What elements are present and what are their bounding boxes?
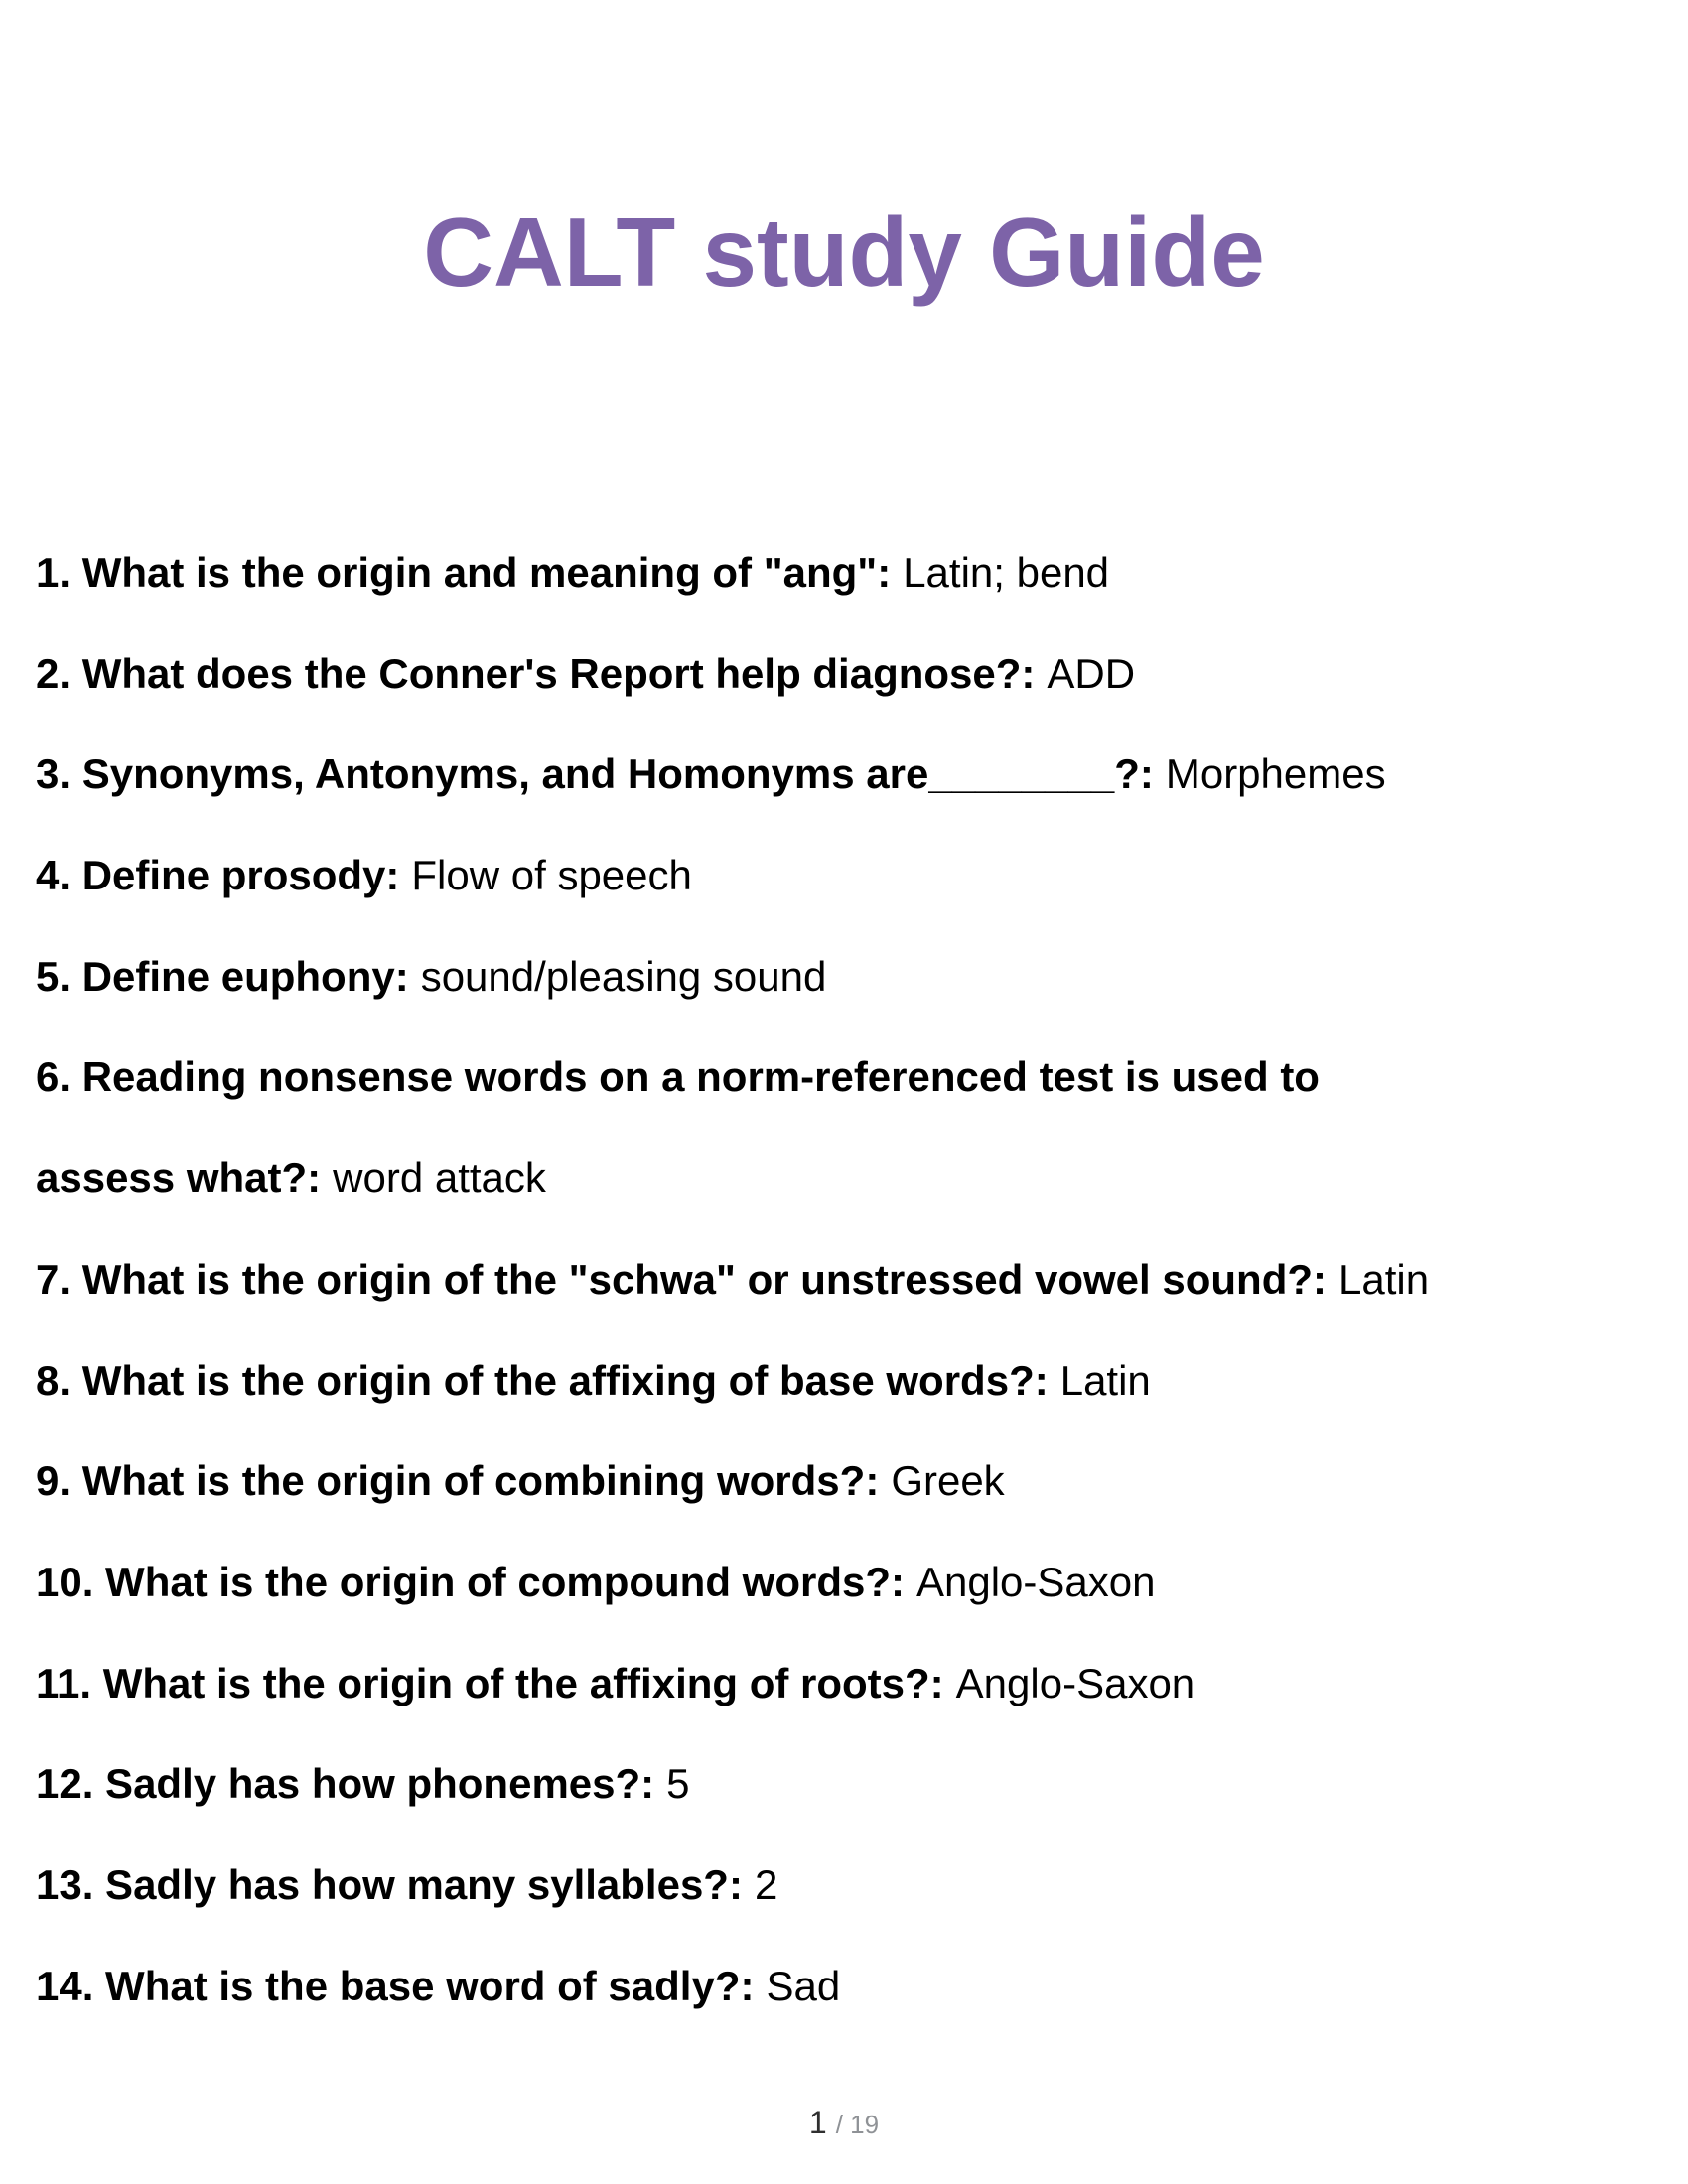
question-row [36, 1431, 1688, 1532]
question-text: 10. What is the origin of compound words?: [36, 1558, 905, 1605]
answer-text: Latin; bend [903, 549, 1110, 596]
answer-text: Flow of speech [411, 852, 692, 899]
page-footer [0, 2107, 1688, 2138]
answer-text: sound/pleasing sound [420, 952, 827, 1000]
page-number-total: / 19 [835, 2110, 880, 2139]
question-row [36, 1532, 1688, 1633]
answer-text: Anglo-Saxon [955, 1659, 1196, 1706]
answer-text: ADD [1047, 649, 1136, 697]
page-number-current: 1 [808, 2105, 827, 2140]
question-text: 1. What is the origin and meaning of "ang": [36, 549, 892, 596]
questions-list [36, 522, 1688, 2036]
question-text: 11. What is the origin of the affixing of roots?: [36, 1659, 944, 1706]
answer-text: Greek [891, 1457, 1005, 1505]
answer-text: Latin [1338, 1255, 1430, 1302]
question-row [36, 1936, 1688, 2037]
answer-text: 5 [666, 1760, 690, 1808]
question-text: 3. Synonyms, Antonyms, and Homonyms are________?: [36, 751, 1154, 798]
page-title: CALT study Guide [423, 198, 1265, 307]
question-row [36, 623, 1688, 725]
question-row [36, 1835, 1688, 1936]
question-row [36, 724, 1688, 825]
question-text: 9. What is the origin of combining words?: [36, 1457, 880, 1505]
answer-text: 2 [754, 1860, 778, 1908]
question-text: 13. Sadly has how many syllables?: [36, 1860, 743, 1908]
question-text: 2. What does the Conner's Report help diagnose?: [36, 649, 1036, 697]
question-row [36, 1733, 1688, 1835]
question-row [36, 1026, 1688, 1128]
question-text: 6. Reading nonsense words on a norm-referenced test is used to [36, 1053, 1320, 1101]
question-text: 8. What is the origin of the affixing of base words?: [36, 1356, 1049, 1404]
question-row [36, 926, 1688, 1027]
question-text: 4. Define prosody: [36, 852, 400, 899]
question-text: assess what?: [36, 1155, 322, 1202]
question-row [36, 1128, 1688, 1229]
question-text: 5. Define euphony: [36, 952, 409, 1000]
answer-text: Morphemes [1165, 751, 1386, 798]
question-row [36, 1229, 1688, 1330]
answer-text: Sad [766, 1962, 841, 2009]
question-row [36, 1633, 1688, 1734]
question-text: 12. Sadly has how phonemes?: [36, 1760, 655, 1808]
question-row [36, 825, 1688, 926]
answer-text: Latin [1059, 1356, 1151, 1404]
question-text: 14. What is the base word of sadly?: [36, 1962, 755, 2009]
question-text: 7. What is the origin of the "schwa" or unstressed vowel sound?: [36, 1255, 1327, 1302]
answer-text: word attack [333, 1155, 546, 1202]
question-row [36, 1330, 1688, 1432]
question-row [36, 522, 1688, 623]
answer-text: Anglo-Saxon [916, 1558, 1156, 1605]
